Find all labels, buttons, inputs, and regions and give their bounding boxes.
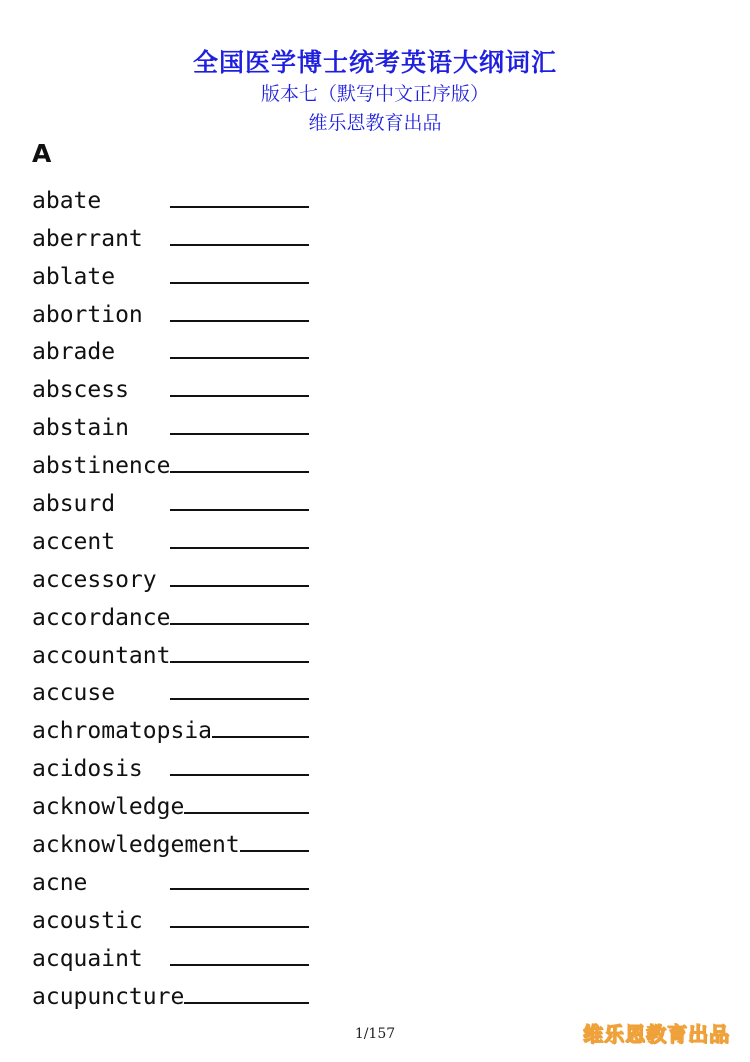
answer-blank[interactable] (170, 584, 309, 587)
vocabulary-row (32, 669, 309, 707)
vocabulary-word: abstinence (32, 453, 171, 480)
vocabulary-row (32, 176, 309, 214)
vocabulary-word: acknowledgement (32, 832, 240, 859)
vocabulary-row (32, 328, 309, 366)
answer-blank[interactable] (170, 319, 309, 322)
vocabulary-row (32, 744, 309, 782)
vocabulary-list (32, 176, 309, 1010)
vocabulary-word: acne (32, 869, 88, 896)
answer-blank[interactable] (170, 546, 309, 549)
vocabulary-row (32, 820, 309, 858)
answer-blank[interactable] (170, 205, 309, 208)
vocabulary-word: acknowledge (32, 794, 185, 821)
answer-blank[interactable] (170, 356, 309, 359)
vocabulary-row (32, 593, 309, 631)
vocabulary-word: accessory (32, 566, 157, 593)
vocabulary-word: accountant (32, 642, 171, 669)
vocabulary-word: accent (32, 528, 116, 555)
vocabulary-row (32, 365, 309, 403)
vocabulary-row (32, 934, 309, 972)
vocabulary-word: ablate (32, 263, 116, 290)
answer-blank[interactable] (170, 887, 309, 890)
vocabulary-word: aberrant (32, 225, 143, 252)
vocabulary-word: acoustic (32, 907, 143, 934)
vocabulary-row (32, 479, 309, 517)
answer-blank[interactable] (170, 697, 309, 700)
vocabulary-row (32, 631, 309, 669)
answer-blank[interactable] (170, 963, 309, 966)
document-subtitle: 版本七（默写中文正序版） (260, 83, 489, 105)
vocabulary-row (32, 858, 309, 896)
vocabulary-word: accordance (32, 604, 171, 631)
answer-blank[interactable] (170, 622, 309, 625)
vocabulary-word: achromatopsia (32, 718, 213, 745)
vocabulary-word: absurd (32, 491, 116, 518)
vocabulary-row (32, 290, 309, 328)
vocabulary-row (32, 214, 309, 252)
section-letter: A (32, 139, 52, 168)
vocabulary-row (32, 403, 309, 441)
answer-blank[interactable] (170, 243, 309, 246)
vocabulary-row (32, 252, 309, 290)
vocabulary-row (32, 706, 309, 744)
answer-blank[interactable] (212, 735, 309, 738)
vocabulary-row (32, 441, 309, 479)
vocabulary-word: acupuncture (32, 983, 185, 1010)
vocabulary-row (32, 517, 309, 555)
document-title: 全国医学博士统考英语大纲词汇 (192, 48, 557, 77)
vocabulary-word: acidosis (32, 756, 143, 783)
answer-blank[interactable] (170, 773, 309, 776)
vocabulary-word: abstain (32, 415, 129, 442)
answer-blank[interactable] (170, 925, 309, 928)
vocabulary-row (32, 972, 309, 1010)
answer-blank[interactable] (170, 394, 309, 397)
vocabulary-row (32, 555, 309, 593)
answer-blank[interactable] (184, 811, 309, 814)
publisher-watermark: 维乐恩教育出品 (583, 1022, 730, 1046)
publisher-line: 维乐恩教育出品 (308, 112, 442, 134)
vocabulary-row (32, 782, 309, 820)
answer-blank[interactable] (170, 432, 309, 435)
vocabulary-word: abscess (32, 377, 129, 404)
answer-blank[interactable] (170, 470, 309, 473)
page-number: 1/157 (354, 1026, 396, 1042)
answer-blank[interactable] (184, 1001, 309, 1004)
vocabulary-word: abrade (32, 339, 116, 366)
vocabulary-word: abortion (32, 301, 143, 328)
vocabulary-row (32, 896, 309, 934)
vocabulary-word: accuse (32, 680, 116, 707)
vocabulary-word: acquaint (32, 945, 143, 972)
answer-blank[interactable] (170, 660, 309, 663)
vocabulary-word: abate (32, 187, 102, 214)
answer-blank[interactable] (240, 849, 309, 852)
answer-blank[interactable] (170, 508, 309, 511)
answer-blank[interactable] (170, 281, 309, 284)
